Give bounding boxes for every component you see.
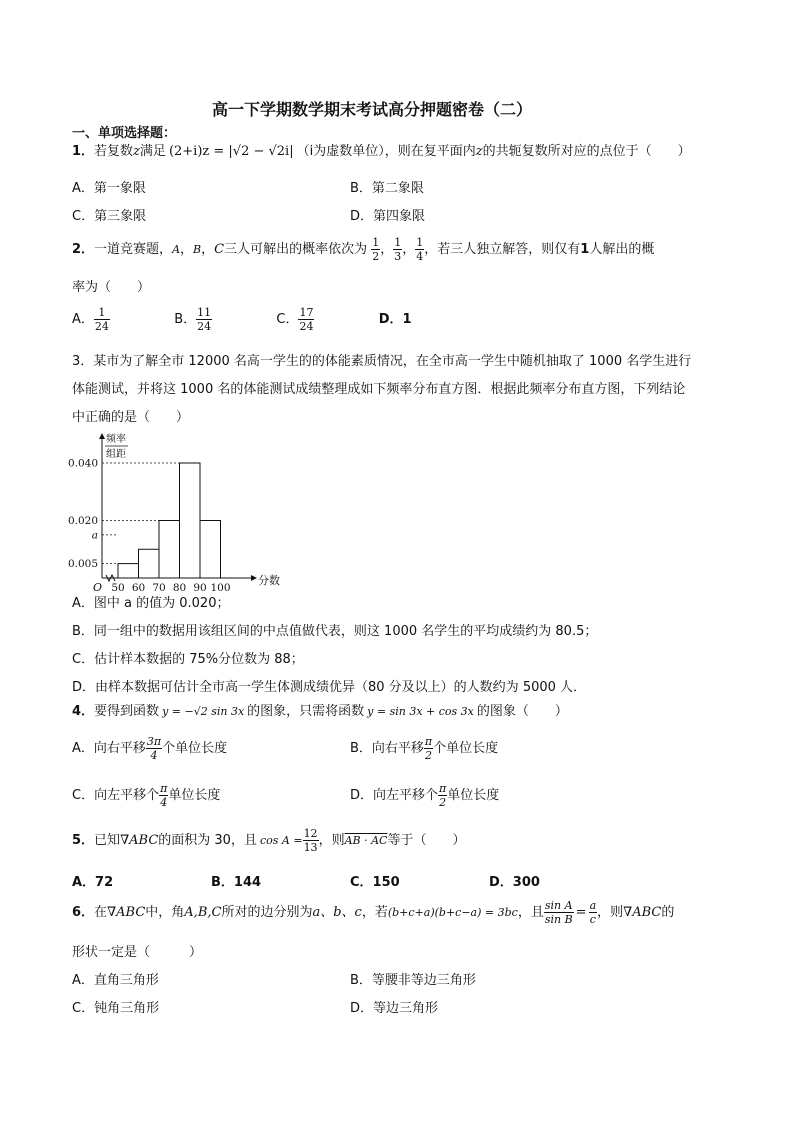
q6-option-d: D．等边三角形 (350, 1001, 439, 1016)
histogram-bar (139, 549, 160, 578)
question-4 (72, 703, 568, 721)
q5-text: ，则 (318, 833, 345, 848)
q1-text: 的共轭复数所对应的点位于（ ） (482, 144, 691, 159)
fraction: $\frac{11}{24}$ (197, 306, 212, 333)
x-tick-label: 70 (152, 582, 166, 594)
histogram-bar (159, 521, 180, 579)
fraction: $\frac{1}{3}$ (394, 236, 402, 263)
q3-option-d: D．由样本数据可估计全市高一学生体测成绩优异（80 分及以上）的人数约为 5000 人． (72, 680, 587, 695)
q1-var-z: z (133, 144, 140, 159)
q4-option-b: B．向右平移 $\frac{\pi}{2}$ 个单位长度 (350, 735, 499, 762)
q1-var-z: z (475, 144, 483, 159)
question-5 (72, 826, 465, 856)
q4-formula-2: y = sin 3x + cos 3x (367, 705, 474, 718)
section-heading: 一、单项选择题： (72, 126, 177, 141)
q2-var: C (214, 242, 225, 257)
q1-option-c: C．第三象限 (72, 209, 147, 224)
histogram-bar (200, 521, 221, 579)
q6-option-b: B．等腰非等边三角形 (350, 973, 476, 988)
histogram-bar (118, 564, 139, 578)
origin-label: O (93, 581, 103, 594)
q5-triangle: ∇ABC (120, 833, 159, 848)
page-title: 高一下学期数学期末考试高分押题密卷（二） (212, 100, 533, 119)
q3-line-3: 中正确的是（ ） (72, 410, 190, 425)
fraction: $\frac{1}{2}$ (372, 236, 380, 263)
q2-text: 人解出的概 (589, 242, 655, 257)
q6-text-line2: 形状一定是（ ） (72, 945, 203, 960)
q2-var: A (172, 243, 181, 256)
q4-option-a: A．向右平移 $\frac{3\pi}{4}$ 个单位长度 (72, 735, 228, 762)
fraction: $\frac{a}{c}$ (589, 899, 597, 926)
q5-cos: cos A = (259, 834, 303, 847)
q5-text: 的面积为 30，且 (158, 833, 257, 848)
q1-text: 若复数 (94, 144, 134, 159)
x-tick-label: 60 (131, 582, 146, 594)
y-tick-label: 0.020 (67, 515, 98, 527)
q2-text: 一道竞赛题， (94, 242, 173, 257)
fraction: $\frac{\pi}{2}$ (439, 782, 447, 809)
q4-text: 的图象，只需将函数 (247, 704, 365, 719)
q1-text: 满足 (139, 144, 166, 159)
q3-option-a: A．图中 a 的值为 0.020； (72, 596, 230, 611)
x-tick-label: 80 (172, 582, 187, 594)
x-axis-label: 分数 (258, 574, 280, 587)
q6-text: 在 (94, 905, 108, 920)
q6-text: 的 (661, 905, 675, 920)
q4-text: 的图象（ ） (476, 704, 568, 719)
histogram-chart (66, 428, 280, 594)
q1-option-d: D．第四象限 (350, 209, 426, 224)
q6-sides: a、b、c (312, 905, 362, 920)
q2-option-d: D．1 (378, 312, 412, 327)
q1-text: （i为虚数单位），则在复平面内 (296, 144, 476, 159)
y-axis-label-top: 频率 (106, 434, 126, 445)
q5-option-d: D．300 (489, 875, 540, 890)
y-tick-label: a (91, 529, 98, 542)
q6-text: ，则 (597, 905, 624, 920)
q4-option-d: D．向左平移个 $\frac{\pi}{2}$ 单位长度 (350, 782, 500, 809)
q5-option-b: B．144 (211, 875, 262, 890)
q6-equals: = (575, 905, 587, 920)
question-2: 2．一道竞赛题，A，B，C三人可解出的概率依次为 $\frac{1}{2}$ ， $\frac{1}{3}$ ， $\frac{1}{4}$ ，若三人独立解答，则仅有1人解出的概 (72, 236, 655, 263)
q5-vector-product: AB · AC (344, 834, 388, 847)
q4-text: 要得到函数 (94, 704, 160, 719)
q5-option-a: A．72 (72, 875, 114, 890)
fraction: $\frac{17}{24}$ (299, 306, 314, 333)
q3-line-1: 3．某市为了解全市 12000 名高一学生的的体能素质情况，在全市高一学生中随机抽取了 1000 名学生进行 (72, 354, 692, 369)
q4-formula-1: y = −√2 sin 3x (162, 705, 245, 718)
q6-angles: A,B,C (184, 905, 222, 920)
q4-option-c: C．向左平移个 $\frac{\pi}{4}$ 单位长度 (72, 782, 221, 809)
q2-number: 1 (580, 242, 590, 257)
q6-text: ，若 (361, 905, 388, 920)
q6-equation: (b+c+a)(b+c−a) = 3bc (387, 906, 518, 919)
q2-text: ，若三人独立解答，则仅有 (424, 242, 581, 257)
fraction: $\frac{1}{4}$ (416, 236, 424, 263)
fraction: $\frac{\text{sin A}}{\text{sin B}}$ (544, 899, 573, 926)
q6-option-a: A．直角三角形 (72, 973, 159, 988)
question-number: 4． (72, 704, 95, 719)
q2-options (72, 306, 412, 334)
y-axis-label-bottom: 组距 (106, 449, 126, 460)
x-tick-label: 50 (111, 582, 125, 594)
x-tick-label: 90 (193, 582, 207, 594)
q2-var: B (193, 243, 202, 256)
question-number: 5． (72, 833, 95, 848)
q1-expression: (2+i)z = |√2 − √2i| (168, 144, 294, 159)
q5-text: 已知 (94, 833, 121, 848)
q1-option-a: A．第一象限 (72, 181, 146, 196)
q3-option-c: C．估计样本数据的 75%分位数为 88； (72, 652, 304, 667)
fraction: $\frac{3\pi}{4}$ (146, 735, 162, 762)
q6-text: 中，角 (145, 905, 185, 920)
question-1 (72, 143, 691, 161)
q2-text-line2: 率为（ ） (72, 280, 151, 295)
q6-triangle: ∇ABC (623, 905, 662, 920)
q2-text: 三人可解出的概率依次为 (224, 242, 368, 257)
q2-option-a: A． $\frac{1}{24}$ (72, 306, 109, 333)
q2-option-b: B． $\frac{11}{24}$ (174, 306, 212, 333)
q3-line-2: 体能测试，并将这 1000 名的体能测试成绩整理成如下频率分布直方图．根据此频率分布直方图，下列结论 (72, 382, 686, 397)
question-number: 2． (72, 242, 95, 257)
fraction: $\frac{\pi}{4}$ (160, 782, 168, 809)
question-number: 1． (72, 144, 95, 159)
question-6 (72, 897, 674, 929)
q6-text: ，且 (517, 905, 544, 920)
q6-triangle: ∇ABC (107, 905, 146, 920)
axis-break-mark (106, 575, 115, 581)
q6-option-c: C．钝角三角形 (72, 1001, 160, 1016)
q3-option-b: B．同一组中的数据用该组区间的中点值做代表，则这 1000 名学生的平均成绩约为 80.5； (72, 624, 598, 639)
q2-option-c: C． $\frac{17}{24}$ (276, 306, 314, 333)
q6-text: 所对的边分别为 (221, 905, 313, 920)
question-number: 6． (72, 905, 95, 920)
fraction: $\frac{12}{13}$ (303, 827, 318, 854)
fraction: $\frac{1}{24}$ (94, 306, 109, 333)
q1-option-b: B．第二象限 (350, 181, 424, 196)
x-tick-label: 100 (210, 582, 231, 594)
histogram-bar (180, 463, 201, 578)
y-tick-label: 0.040 (67, 457, 98, 470)
fraction: $\frac{\pi}{2}$ (424, 735, 433, 762)
y-tick-label: 0.005 (67, 558, 98, 571)
q5-text: 等于（ ） (387, 833, 466, 848)
q5-option-c: C．150 (350, 875, 400, 890)
